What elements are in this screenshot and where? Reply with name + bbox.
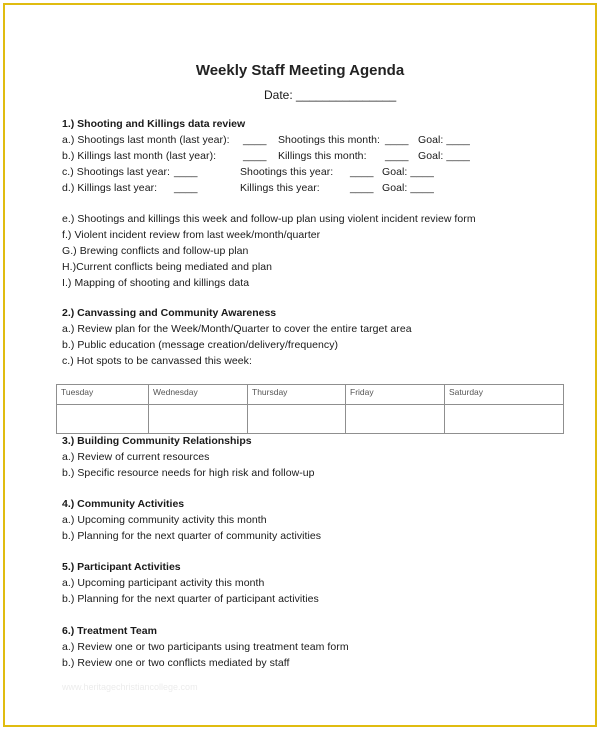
- killings-this-year-label: Killings this year:: [240, 182, 320, 194]
- shootings-this-year-label: Shootings this year:: [240, 166, 334, 178]
- date-field: Date: _______________: [264, 88, 397, 102]
- agenda-item: a.) Review one or two participants using treatment team form: [62, 641, 349, 653]
- watermark: www.heritagechristiancollege.com: [62, 682, 198, 692]
- goal-shootings-month: Goal: ____: [418, 134, 470, 146]
- agenda-item: b.) Public education (message creation/delivery/frequency): [62, 339, 339, 351]
- agenda-item: b.) Specific resource needs for high risk and follow-up: [62, 467, 315, 479]
- day-header-tuesday: Tuesday: [57, 385, 149, 405]
- agenda-item: I.) Mapping of shooting and killings data: [62, 277, 250, 289]
- day-cell-saturday[interactable]: [445, 405, 564, 434]
- agenda-item: b.) Planning for the next quarter of community activities: [62, 530, 322, 542]
- day-cell-wednesday[interactable]: [149, 405, 248, 434]
- killings-this-month-label: Killings this month:: [278, 150, 367, 162]
- goal-killings-month: Goal: ____: [418, 150, 470, 162]
- agenda-item: a.) Review plan for the Week/Month/Quarter to cover the entire target area: [62, 323, 412, 335]
- weekly-canvass-table: [56, 384, 564, 434]
- killings-this-year-blank: ____: [350, 182, 374, 194]
- killings-last-year-label: d.) Killings last year:: [62, 182, 158, 194]
- agenda-item: a.) Upcoming community activity this month: [62, 514, 267, 526]
- section-4-header: 4.) Community Activities: [62, 498, 185, 510]
- shootings-last-month-blank: ____: [243, 134, 267, 146]
- goal-killings-year: Goal: ____: [382, 182, 434, 194]
- shootings-this-year-blank: ____: [350, 166, 374, 178]
- agenda-item: G.) Brewing conflicts and follow-up plan: [62, 245, 249, 257]
- killings-this-month-blank: ____: [385, 150, 409, 162]
- section-5-header: 5.) Participant Activities: [62, 561, 181, 573]
- killings-last-month-blank: ____: [243, 150, 267, 162]
- day-cell-tuesday[interactable]: [57, 405, 149, 434]
- section-3-header: 3.) Building Community Relationships: [62, 435, 252, 447]
- shootings-last-month-label: a.) Shootings last month (last year):: [62, 134, 230, 146]
- agenda-item: b.) Review one or two conflicts mediated by staff: [62, 657, 290, 669]
- day-header-thursday: Thursday: [248, 385, 346, 405]
- agenda-item: f.) Violent incident review from last week/month/quarter: [62, 229, 321, 241]
- killings-last-month-label: b.) Killings last month (last year):: [62, 150, 217, 162]
- shootings-last-year-blank: ____: [174, 166, 198, 178]
- shootings-this-month-label: Shootings this month:: [278, 134, 381, 146]
- agenda-item: c.) Hot spots to be canvassed this week:: [62, 355, 252, 367]
- section-6-header: 6.) Treatment Team: [62, 625, 157, 637]
- agenda-item: H.)Current conflicts being mediated and plan: [62, 261, 272, 273]
- section-2-header: 2.) Canvassing and Community Awareness: [62, 307, 277, 319]
- day-header-wednesday: Wednesday: [149, 385, 248, 405]
- shootings-last-year-label: c.) Shootings last year:: [62, 166, 170, 178]
- agenda-item: a.) Upcoming participant activity this month: [62, 577, 265, 589]
- agenda-item: b.) Planning for the next quarter of participant activities: [62, 593, 319, 605]
- day-header-saturday: Saturday: [445, 385, 564, 405]
- day-cell-friday[interactable]: [346, 405, 445, 434]
- killings-last-year-blank: ____: [174, 182, 198, 194]
- shootings-this-month-blank: ____: [385, 134, 409, 146]
- day-header-friday: Friday: [346, 385, 445, 405]
- agenda-item: e.) Shootings and killings this week and follow-up plan using violent incident review form: [62, 213, 476, 225]
- goal-shootings-year: Goal: ____: [382, 166, 434, 178]
- page-title: Weekly Staff Meeting Agenda: [195, 62, 405, 79]
- day-cell-thursday[interactable]: [248, 405, 346, 434]
- agenda-item: a.) Review of current resources: [62, 451, 210, 463]
- section-1-header: 1.) Shooting and Killings data review: [62, 118, 246, 130]
